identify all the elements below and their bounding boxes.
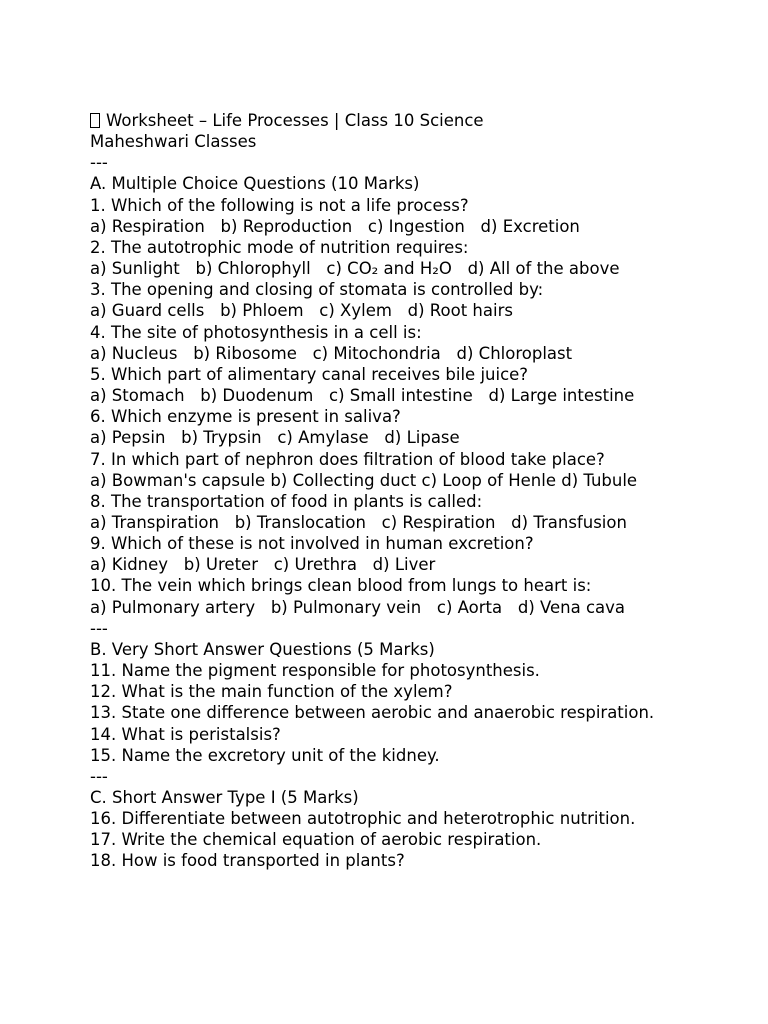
question-5-options: a) Stomach b) Duodenum c) Small intestine d) Large intestine [90,386,635,406]
question-6-options: a) Pepsin b) Trypsin c) Amylase d) Lipase [90,428,460,448]
question-7: 7. In which part of nephron does filtration of blood take place? [90,449,605,469]
question-17: 17. Write the chemical equation of aerobic respiration. [90,830,542,850]
question-4: 4. The site of photosynthesis in a cell is: [90,322,422,342]
section-b-heading: B. Very Short Answer Questions (5 Marks) [90,639,435,659]
question-5: 5. Which part of alimentary canal receives bile juice? [90,364,529,384]
worksheet-title [90,110,690,131]
worksheet-title-text: Worksheet – Life Processes | Class 10 Science [106,111,484,130]
question-1-options: a) Respiration b) Reproduction c) Ingestion d) Excretion [90,216,580,236]
question-4-options: a) Nucleus b) Ribosome c) Mitochondria d) Chloroplast [90,343,573,363]
question-18: 18. How is food transported in plants? [90,851,405,871]
question-8-options: a) Transpiration b) Translocation c) Respiration d) Transfusion [90,512,627,532]
question-2-options: a) Sunlight b) Chlorophyll c) CO₂ and H₂O d) All of the above [90,259,620,279]
question-8: 8. The transportation of food in plants is called: [90,491,483,511]
section-c-heading: C. Short Answer Type I (5 Marks) [90,788,359,807]
question-10-options: a) Pulmonary artery b) Pulmonary vein c) Aorta d) Vena cava [90,597,626,617]
question-3-options: a) Guard cells b) Phloem c) Xylem d) Root hairs [90,301,513,321]
question-2: 2. The autotrophic mode of nutrition requires: [90,237,469,257]
question-7-options: a) Bowman's capsule b) Collecting duct c) Loop of Henle d) Tubule [90,470,638,490]
question-13: 13. State one difference between aerobic and anaerobic respiration. [90,703,655,723]
section-separator: --- [90,618,108,638]
question-1: 1. Which of the following is not a life process? [90,195,469,215]
question-9-options: a) Kidney b) Ureter c) Urethra d) Liver [90,555,436,575]
question-6: 6. Which enzyme is present in saliva? [90,407,401,427]
missing-glyph-icon [90,113,100,128]
question-15: 15. Name the excretory unit of the kidney. [90,745,440,765]
section-separator: --- [90,766,108,786]
question-11: 11. Name the pigment responsible for photosynthesis. [90,661,540,681]
section-a-heading: A. Multiple Choice Questions (10 Marks) [90,174,420,194]
question-9: 9. Which of these is not involved in human excretion? [90,534,534,554]
institute-name: Maheshwari Classes [90,132,257,152]
question-10: 10. The vein which brings clean blood from lungs to heart is: [90,576,592,596]
question-3: 3. The opening and closing of stomata is controlled by: [90,280,544,300]
question-12: 12. What is the main function of the xylem? [90,682,453,702]
section-separator: --- [90,153,108,173]
question-16: 16. Differentiate between autotrophic and heterotrophic nutrition. [90,809,636,829]
worksheet-page [90,110,690,872]
question-14: 14. What is peristalsis? [90,724,281,744]
